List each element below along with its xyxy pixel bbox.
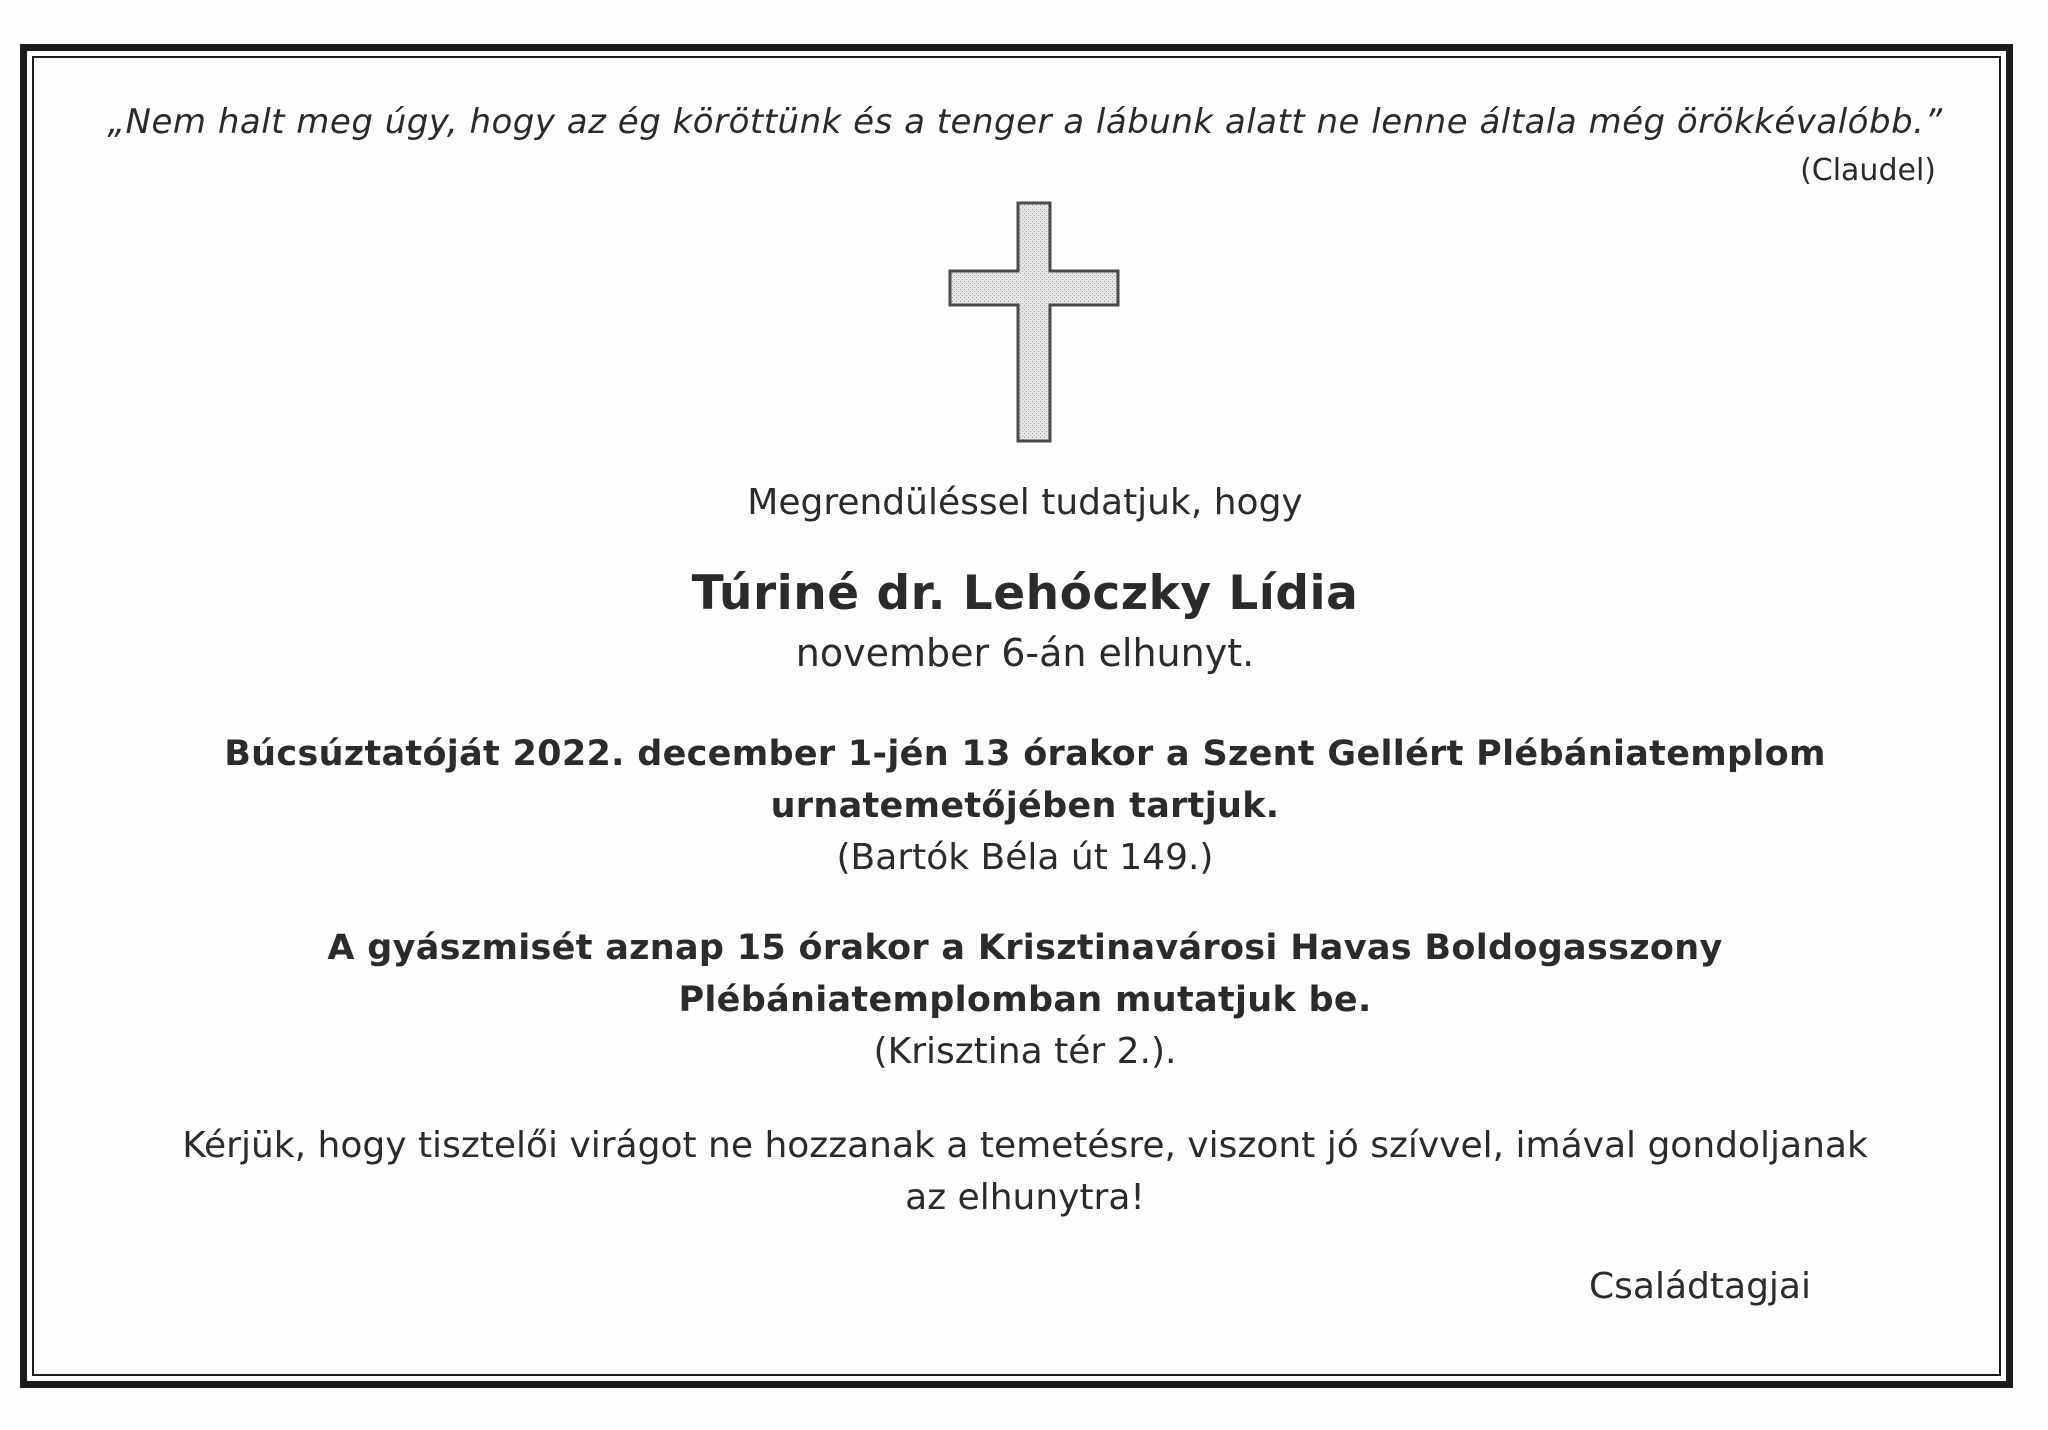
epigraph-quote: „Nem halt meg úgy, hogy az ég köröttünk és a tenger a lábunk alatt ne lenne általa még örökkévalóbb.” [107,102,1943,142]
signature: Családtagjai [1589,1266,1811,1307]
mass-line-1 [60,922,1990,974]
death-date: november 6-án elhunyt. [795,631,1255,675]
mass-line-2 [60,974,1990,1026]
intro-text: Megrendüléssel tudatjuk, hogy [747,482,1303,523]
farewell-address: (Bartók Béla út 149.) [836,837,1214,878]
farewell-text-2: urnatemetőjében tartjuk. [770,786,1280,826]
cross-icon [948,201,1120,443]
farewell-line-1 [60,728,1990,780]
farewell-text-1: Búcsúztatóját 2022. december 1-jén 13 órakor a Szent Gellért Plébániatemplom [224,734,1826,774]
deceased-name: Túriné dr. Lehóczky Lídia [691,566,1359,621]
mass-address: (Krisztina tér 2.). [873,1031,1177,1072]
farewell-line-2 [60,780,1990,832]
mass-text-1: A gyászmisét aznap 15 órakor a Krisztinavárosi Havas Boldogasszony [327,928,1723,968]
epigraph-author: (Claudel) [1800,153,1936,188]
request-line-1: Kérjük, hogy tisztelői virágot ne hozzanak a temetésre, viszont jó szívvel, imával gondoljanak [182,1125,1868,1166]
mass-text-2: Plébániatemplomban mutatjuk be. [678,980,1372,1020]
request-line-2: az elhunytra! [905,1177,1145,1218]
